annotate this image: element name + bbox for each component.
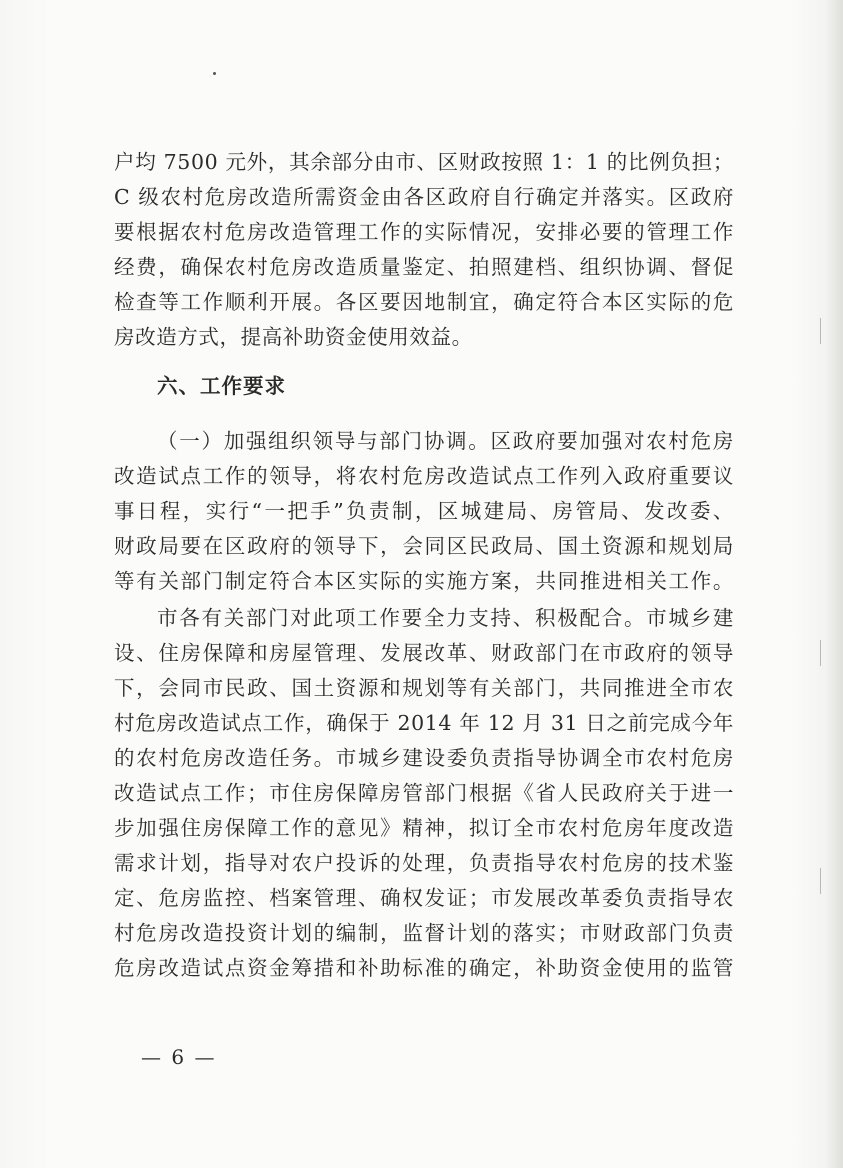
body-line: 要根据农村危房改造管理工作的实际情况，安排必要的管理工作 bbox=[114, 220, 734, 244]
body-line: 事日程，实行“一把手”负责制，区城建局、房管局、发改委、 bbox=[114, 499, 734, 523]
body-line: 设、住房保障和房屋管理、发展改革、财政部门在市政府的领导 bbox=[114, 641, 734, 665]
binding-mark bbox=[816, 640, 821, 666]
body-line: 等有关部门制定符合本区实际的实施方案，共同推进相关工作。 bbox=[114, 569, 734, 593]
body-line: 检查等工作顺利开展。各区要因地制宜，确定符合本区实际的危 bbox=[114, 290, 734, 314]
binding-mark bbox=[816, 318, 821, 344]
body-line: 村危房改造投资计划的编制，监督计划的落实；市财政部门负责 bbox=[114, 921, 734, 945]
page-number: — 6 — bbox=[141, 1045, 217, 1069]
body-line: 步加强住房保障工作的意见》精神，拟订全市农村危房年度改造 bbox=[114, 816, 734, 840]
body-line: 的农村危房改造任务。市城乡建设委负责指导协调全市农村危房 bbox=[114, 746, 734, 770]
body-line: 需求计划，指导对农户投诉的处理，负责指导农村危房的技术鉴 bbox=[114, 851, 734, 875]
scan-speck bbox=[213, 72, 216, 75]
body-line: 经费，确保农村危房改造质量鉴定、拍照建档、组织协调、督促 bbox=[114, 255, 734, 279]
section-heading: 六、工作要求 bbox=[157, 374, 286, 398]
page-edge-shadow bbox=[825, 0, 843, 1168]
body-line: C 级农村危房改造所需资金由各区政府自行确定并落实。区政府 bbox=[114, 185, 734, 209]
body-line: 房改造方式，提高补助资金使用效益。 bbox=[114, 325, 473, 349]
paragraph-first-line: （一）加强组织领导与部门协调。区政府要加强对农村危房 bbox=[157, 429, 734, 453]
body-line: 户均 7500 元外，其余部分由市、区财政按照 1：1 的比例负担； bbox=[114, 150, 734, 174]
body-line: 定、危房监控、档案管理、确权发证；市发展改革委负责指导农 bbox=[114, 886, 734, 910]
body-line: 下，会同市民政、国土资源和规划等有关部门，共同推进全市农 bbox=[114, 676, 734, 700]
paragraph-first-line: 市各有关部门对此项工作要全力支持、积极配合。市城乡建 bbox=[157, 606, 734, 630]
body-line: 改造试点工作；市住房保障房管部门根据《省人民政府关于进一 bbox=[114, 781, 734, 805]
body-line: 财政局要在区政府的领导下，会同区民政局、国土资源和规划局 bbox=[114, 534, 734, 558]
binding-mark bbox=[816, 868, 821, 894]
body-line: 危房改造试点资金筹措和补助标准的确定，补助资金使用的监管 bbox=[114, 956, 734, 980]
body-line: 村危房改造试点工作，确保于 2014 年 12 月 31 日之前完成今年 bbox=[114, 711, 734, 735]
body-line: 改造试点工作的领导，将农村危房改造试点工作列入政府重要议 bbox=[114, 464, 734, 488]
